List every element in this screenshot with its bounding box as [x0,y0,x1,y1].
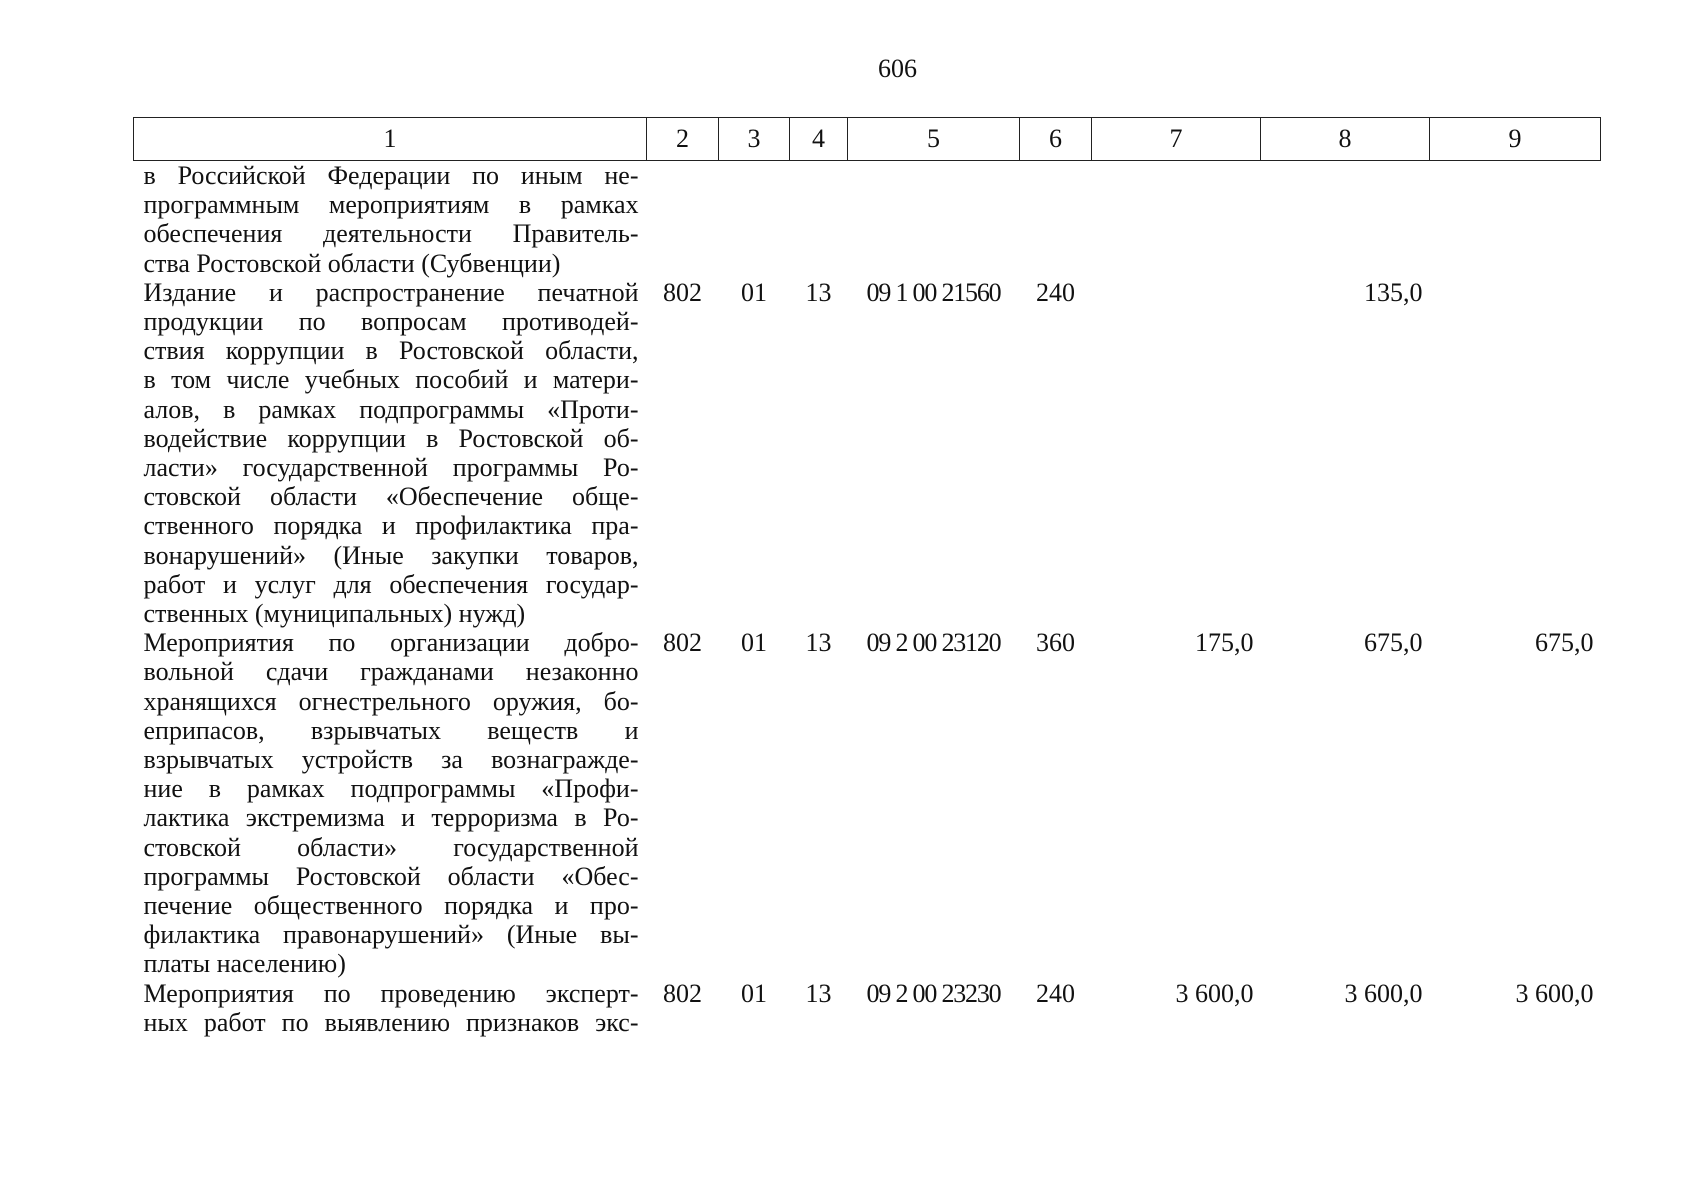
row-description [134,161,647,278]
cell-subsection-code: 13 [805,978,832,1008]
table-body [134,161,1601,1038]
description-line: ных работ по выявлению признаков экс- [143,1007,639,1037]
row-description [134,628,647,978]
column-header-6: 6 [1020,118,1092,161]
table-row [134,278,1601,628]
description-line: вонарушений» (Иные закупки товаров, [143,540,639,570]
cell-ministry-code: 802 [663,277,702,307]
cell-amount-col9 [1430,161,1601,278]
table-row [134,628,1601,978]
column-header-5: 5 [848,118,1020,161]
cell-ministry-code: 802 [663,978,702,1008]
cell-amount-col9: 675,0 [1535,628,1594,658]
description-line: печение общественного порядка и про- [143,891,639,921]
description-line: Мероприятия по организации добро- [143,628,639,658]
row-description [134,278,647,628]
cell-ministry-code: 802 [663,628,702,658]
cell-amount-col8 [1261,161,1430,278]
cell-expense-type [1020,161,1092,278]
cell-section-code: 01 [741,628,767,658]
cell-amount-col9 [1430,278,1601,628]
description-line: ственных (муниципальных) нужд) [143,599,526,629]
description-line: взрывчатых устройств за вознагражде- [143,745,639,775]
column-header-7: 7 [1092,118,1261,161]
cell-amount-col9: 3 600,0 [1515,978,1594,1008]
page-number: 606 [878,54,917,83]
description-line: алов, в рамках подпрограммы «Проти- [143,394,639,424]
cell-target-article: 09 2 00 23120 [866,628,1001,658]
cell-target-article: 09 1 00 21560 [866,277,1001,307]
description-line: стовской области «Обеспечение обще- [143,482,639,512]
description-line: Мероприятия по проведению эксперт- [143,978,639,1008]
cell-subsection-code [790,161,848,278]
description-line: Издание и распространение печатной [143,277,639,307]
description-line: обеспечения деятельности Правитель- [143,219,639,249]
description-line: программы Ростовской области «Обес- [143,861,639,891]
cell-amount-col7: 3 600,0 [1175,978,1254,1008]
cell-target-article: 09 2 00 23230 [866,978,1001,1008]
description-line: еприпасов, взрывчатых веществ и [143,715,639,745]
description-line: вольной сдачи гражданами незаконно [143,657,639,687]
cell-amount-col7 [1092,161,1261,278]
column-header-3: 3 [719,118,790,161]
cell-expense-type: 240 [1036,277,1075,307]
table-row [134,161,1601,278]
column-header-4: 4 [790,118,848,161]
cell-target-article [848,161,1020,278]
description-line: ства Ростовской области (Субвенции) [143,248,561,278]
description-line: в Российской Федерации по иным не- [143,161,639,190]
column-header-1: 1 [134,118,647,161]
description-line: программным мероприятиям в рамках [143,190,639,220]
description-line: стовской области» государственной [143,832,639,862]
cell-amount-col8: 675,0 [1364,628,1423,658]
description-line: ласти» государственной программы Ро- [143,453,639,483]
description-line: водействие коррупции в Ростовской об- [143,423,639,453]
cell-amount-col8: 3 600,0 [1344,978,1423,1008]
column-header-8: 8 [1261,118,1430,161]
description-line: филактика правонарушений» (Иные вы- [143,920,639,950]
table-header [134,118,1601,161]
cell-expense-type: 240 [1036,978,1075,1008]
cell-ministry-code [647,161,719,278]
cell-expense-type: 360 [1036,628,1075,658]
budget-table [133,117,1601,1037]
description-line: продукции по вопросам противодей- [143,307,639,337]
column-header-9: 9 [1430,118,1601,161]
row-description [134,979,647,1037]
cell-subsection-code: 13 [805,628,832,658]
description-line: в том числе учебных пособий и матери- [143,365,639,395]
cell-subsection-code: 13 [805,277,832,307]
table-row [134,979,1601,1037]
cell-amount-col7 [1092,278,1261,628]
description-line: хранящихся огнестрельного оружия, бо- [143,686,639,716]
description-line: работ и услуг для обеспечения государ- [143,569,639,599]
cell-amount-col7: 175,0 [1195,628,1254,658]
column-header-2: 2 [647,118,719,161]
cell-section-code: 01 [741,978,767,1008]
description-line: платы населению) [143,949,346,979]
description-line: ствия коррупции в Ростовской области, [143,336,639,366]
cell-amount-col8: 135,0 [1364,277,1423,307]
cell-section-code: 01 [741,277,767,307]
description-line: ние в рамках подпрограммы «Профи- [143,774,639,804]
cell-section-code [719,161,790,278]
description-line: лактика экстремизма и терроризма в Ро- [143,803,639,833]
description-line: ственного порядка и профилактика пра- [143,511,639,541]
